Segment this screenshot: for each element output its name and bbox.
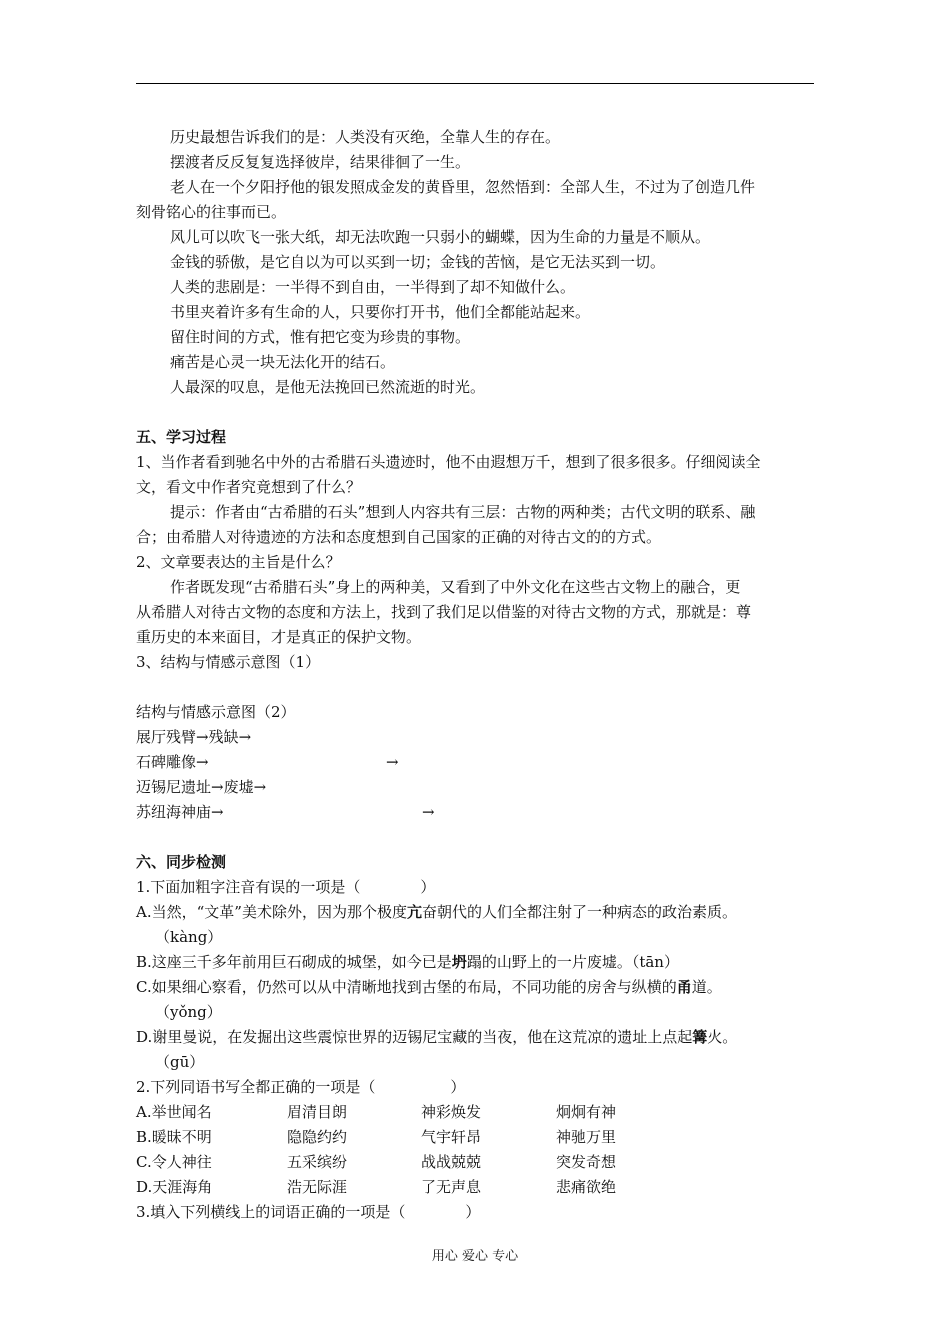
test-question-2: 2.下列同语书写全都正确的一项是（ ）	[136, 1078, 466, 1096]
quote-line: 痛苦是心灵一块无法化开的结石。	[170, 353, 396, 371]
word-option: 眉清目朗	[287, 1103, 348, 1121]
word-option: B.暖昧不明	[136, 1128, 212, 1146]
test-question-3: 3.填入下列横线上的词语正确的一项是（ ）	[136, 1203, 481, 1221]
option-a: A.当然，“文革”美术除外，因为那个极度亢奋朝代的人们全都注射了一种病态的政治素质。	[136, 903, 737, 921]
word-option: 隐隐约约	[287, 1128, 348, 1146]
quote-line: 人类的悲剧是：一半得不到自由，一半得到了却不知做什么。	[170, 278, 576, 296]
test-question-1: 1.下面加粗字注音有误的一项是（ ）	[136, 878, 436, 896]
question-3: 3、结构与情感示意图（1）	[136, 653, 321, 671]
word-option: D.天涯海角	[136, 1178, 213, 1196]
answer-line: 作者既发现“古希腊石头”身上的两种美，又看到了中外文化在这些古文物上的融合，更	[170, 578, 741, 596]
option-c: C.如果细心察看，仍然可以从中清晰地找到古堡的布局，不同功能的房舍与纵横的甬道。	[136, 978, 722, 996]
diagram-row: 迈锡尼遗址→废墟→	[136, 778, 267, 796]
quote-line: 风儿可以吹飞一张大纸，却无法吹跑一只弱小的蝴蝶，因为生命的力量是不顺从。	[170, 228, 711, 246]
word-option: 悲痛欲绝	[556, 1178, 617, 1196]
word-option: 浩无际涯	[287, 1178, 348, 1196]
diagram-2-title: 结构与情感示意图（2）	[136, 703, 296, 721]
quote-line: 刻骨铭心的往事而已。	[136, 203, 287, 221]
diagram-row: 苏纽海神庙→	[136, 803, 224, 821]
quote-line: 金钱的骄傲，是它自以为可以买到一切；金钱的苦恼，是它无法买到一切。	[170, 253, 666, 271]
question-1-line: 1、当作者看到驰名中外的古希腊石头遗迹时，他不由遐想万千，想到了很多很多。仔细阅读全	[136, 453, 761, 471]
quote-line: 书里夹着许多有生命的人，只要你打开书，他们全都能站起来。	[170, 303, 591, 321]
word-option: 神彩焕发	[421, 1103, 482, 1121]
word-option: 气宇轩昂	[421, 1128, 482, 1146]
diagram-row: 展厅残臂→残缺→	[136, 728, 252, 746]
section-heading-5: 五、学习过程	[136, 428, 227, 446]
word-option: 炯炯有神	[556, 1103, 617, 1121]
word-option: A.举世闻名	[136, 1103, 212, 1121]
word-option: 神驰万里	[556, 1128, 617, 1146]
hint-line: 合；由希腊人对待遗迹的方法和态度想到自己国家的正确的对待古文的的方式。	[136, 528, 662, 546]
diagram-arrow: →	[422, 803, 435, 821]
page-footer: 用心 爱心 专心	[431, 1249, 519, 1264]
word-option: 战战兢兢	[421, 1153, 482, 1171]
section-heading-6: 六、同步检测	[136, 853, 227, 871]
word-option: 五采缤纷	[287, 1153, 348, 1171]
word-option: C.令人神往	[136, 1153, 212, 1171]
hint-line: 提示：作者由“古希腊的石头”想到人内容共有三层：古物的两种类；古代文明的联系、融	[170, 503, 756, 521]
option-c-pinyin: （yǒng）	[155, 1003, 222, 1021]
answer-line: 重历史的本来面目，才是真正的保护文物。	[136, 628, 422, 646]
option-d-pinyin: （gū）	[155, 1053, 205, 1071]
word-option: 突发奇想	[556, 1153, 617, 1171]
bold-char: 甬	[676, 978, 692, 996]
quote-line: 留住时间的方式，惟有把它变为珍贵的事物。	[170, 328, 471, 346]
quote-line: 人最深的叹息，是他无法挽回已然流逝的时光。	[170, 378, 486, 396]
quote-line: 老人在一个夕阳抒他的银发照成金发的黄昏里，忽然悟到：全部人生，不过为了创造几件	[170, 178, 756, 196]
header-rule	[136, 83, 814, 84]
option-a-pinyin: （kàng）	[155, 928, 223, 946]
word-option: 了无声息	[421, 1178, 482, 1196]
diagram-row: 石碑雕像→	[136, 753, 209, 771]
answer-line: 从希腊人对待古文物的态度和方法上，找到了我们足以借鉴的对待古文物的方式，那就是：尊	[136, 603, 752, 621]
bold-char: 篝	[692, 1028, 708, 1046]
quote-line: 历史最想告诉我们的是：人类没有灭绝，全靠人生的存在。	[170, 128, 561, 146]
bold-char: 坍	[451, 953, 467, 971]
quote-line: 摆渡者反反复复选择彼岸，结果徘徊了一生。	[170, 153, 471, 171]
question-1-line: 文，看文中作者究竟想到了什么？	[136, 478, 362, 496]
bold-char: 亢	[406, 903, 422, 921]
option-d: D.谢里曼说，在发掘出这些震惊世界的迈锡尼宝藏的当夜，他在这荒凉的遗址上点起篝火。	[136, 1028, 738, 1046]
diagram-arrow: →	[386, 753, 399, 771]
option-b: B.这座三千多年前用巨石砌成的城堡，如今已是坍蹋的山野上的一片废墟。（tān）	[136, 953, 679, 971]
question-2: 2、文章要表达的主旨是什么？	[136, 553, 341, 571]
